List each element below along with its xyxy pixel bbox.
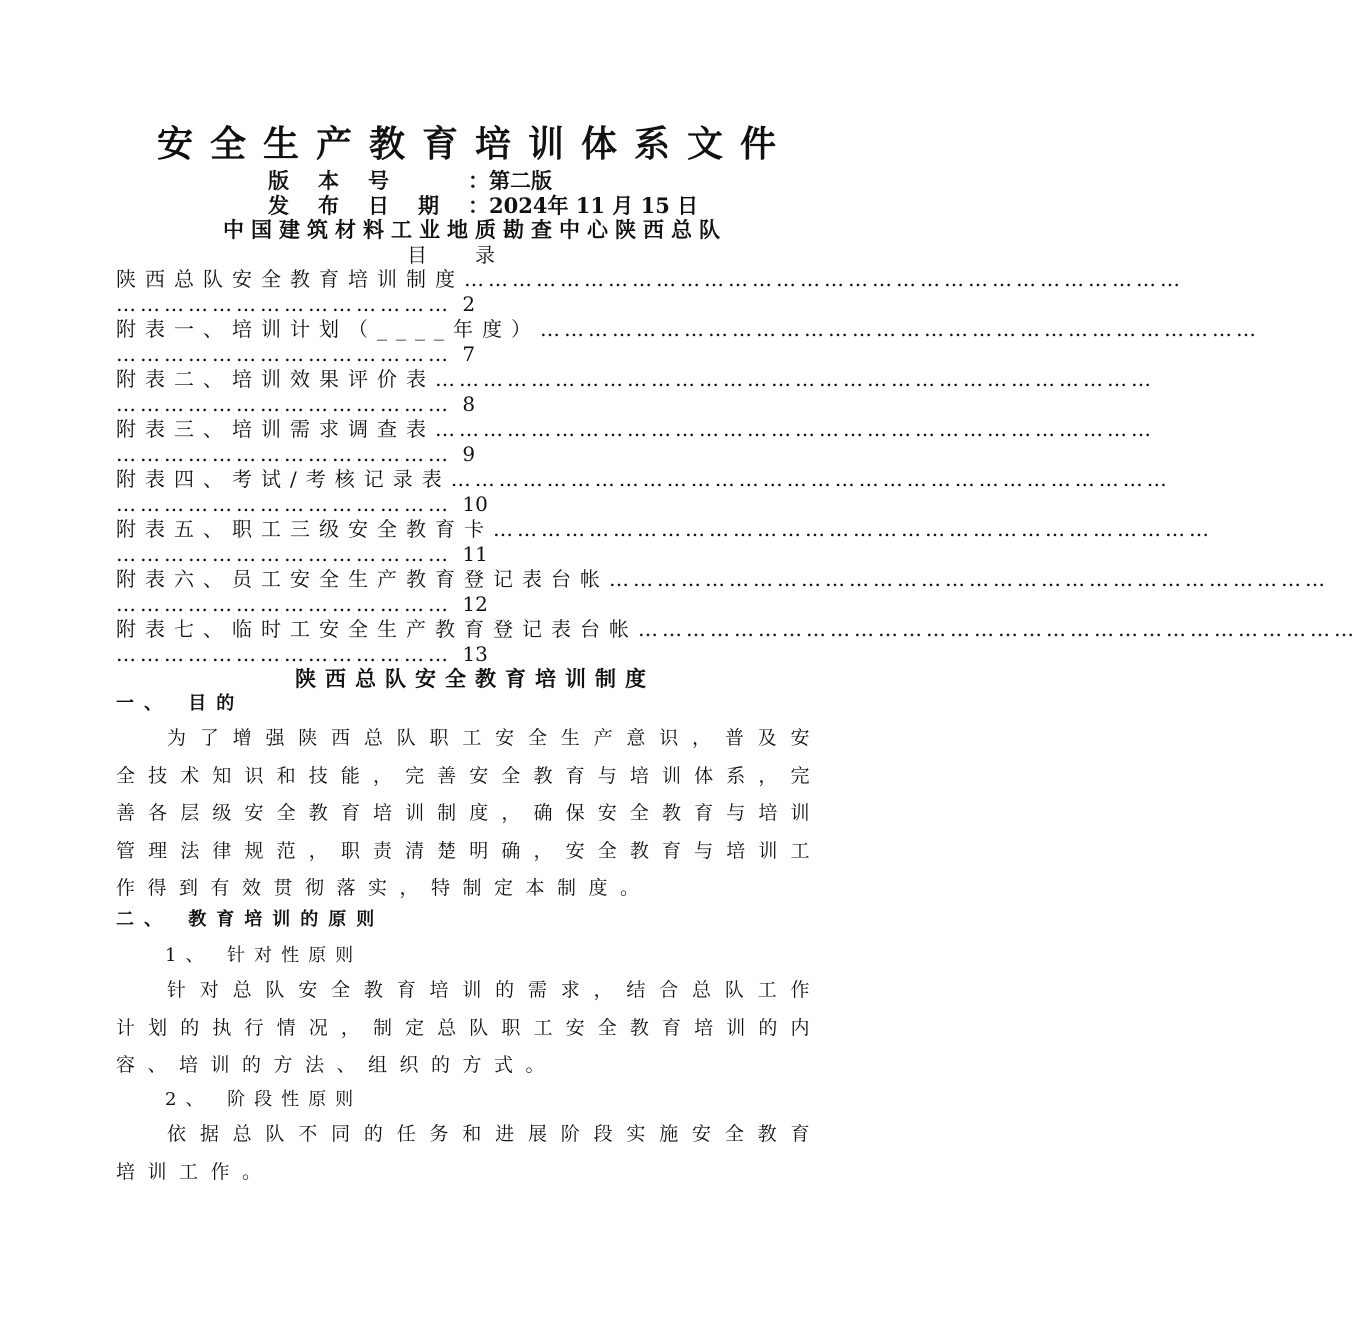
toc-leader-dots: ……………………………………	[116, 342, 463, 366]
toc-entry[interactable]	[116, 616, 1358, 666]
principle2-paragraph: 依据总队不同的任务和进展阶段实施安全教育培训工作。	[116, 1123, 822, 1183]
principle1-title: 1、 针对性原则	[165, 945, 363, 966]
toc-leader-dots: ………………………………………………………………………………	[435, 367, 1155, 391]
toc-entry-title-line	[116, 416, 1155, 442]
purpose-paragraph: 为了增强陕西总队职工安全生产意识，普及安全技术知识和技能，完善安全教育与培训体系，完善各层级安全教育培训制度，确保安全教育与培训管理法律规范，职责清楚明确，安全教育与培训工作得到有效贯彻落实，特制定本制度。	[116, 727, 822, 899]
toc-entry-title: 附表五、职工三级安全教育卡	[116, 517, 493, 541]
toc-page-number: 10	[462, 492, 488, 516]
section-title: 陕西总队安全教育培训制度	[295, 666, 655, 691]
toc-page-number: 2	[462, 292, 476, 316]
toc-entry[interactable]	[116, 316, 1260, 366]
version-label: 版本号	[268, 168, 418, 193]
toc-entry[interactable]	[116, 466, 1171, 516]
toc-entry-page-line	[116, 442, 828, 466]
toc-leader-dots: ………………………………………………………………………………	[493, 517, 1213, 541]
toc-entry[interactable]	[116, 266, 1184, 316]
version-line	[268, 168, 552, 194]
heading-purpose: 一、 目的	[116, 693, 245, 714]
toc-leader-dots: ……………………………………	[116, 292, 463, 316]
toc-entry-title-line	[116, 466, 1171, 492]
toc-leader-dots: ………………………………………………………………………………	[638, 617, 1358, 641]
toc-entry[interactable]	[116, 516, 1213, 566]
toc-entry-title-line	[116, 316, 1260, 342]
toc-entry-title: 附表三、培训需求调查表	[116, 417, 435, 441]
toc-page-number: 8	[462, 392, 476, 416]
toc-leader-dots: ……………………………………	[116, 592, 463, 616]
principle1-paragraph: 针对总队安全教育培训的需求，结合总队工作计划的执行情况，制定总队职工安全教育培训的内容、培训的方法、组织的方式。	[116, 979, 822, 1076]
toc-leader-dots: ………………………………………………………………………………	[435, 417, 1155, 441]
toc-entry-page-line	[116, 542, 828, 566]
toc-entry-page-line	[116, 592, 828, 616]
toc-entry-page-line	[116, 392, 828, 416]
toc-entry-title: 附表四、考试/考核记录表	[116, 467, 451, 491]
toc-page-number: 9	[462, 442, 476, 466]
toc-entry-title-line	[116, 516, 1213, 542]
date-value: ：2024年 11 月 15 日	[468, 193, 699, 218]
heading-principles: 二、 教育培训的原则	[116, 909, 385, 930]
toc-page-number: 11	[462, 542, 488, 566]
toc-leader-dots: ………………………………………………………………………………	[450, 467, 1171, 491]
principle2-title: 2、 阶段性原则	[165, 1089, 363, 1110]
toc-page-number: 7	[462, 342, 476, 366]
organization-name: 中国建筑材料工业地质勘查中心陕西总队	[223, 217, 727, 242]
toc-entry-title: 附表一、培训计划（____年度）	[116, 317, 540, 341]
toc-entry-title: 附表七、临时工安全生产教育登记表台帐	[116, 617, 638, 641]
toc-leader-dots: ……………………………………	[116, 392, 463, 416]
toc-entry-title: 附表二、培训效果评价表	[116, 367, 435, 391]
toc-leader-dots: ……………………………………	[116, 542, 463, 566]
toc-leader-dots: ………………………………………………………………………………	[540, 317, 1260, 341]
toc-entry-title-line	[116, 366, 1155, 392]
toc-entry-page-line	[116, 642, 828, 666]
toc-entry-title-line	[116, 616, 1358, 642]
toc-entry-title-line	[116, 266, 1184, 292]
toc-entry-page-line	[116, 342, 828, 366]
toc-entry-title-line	[116, 566, 1329, 592]
toc-entry-page-line	[116, 492, 828, 516]
document-title: 安全生产教育培训体系文件	[156, 123, 793, 165]
toc-entry-page-line	[116, 292, 828, 316]
toc-page-number: 13	[462, 642, 488, 666]
toc-entry[interactable]	[116, 366, 1155, 416]
toc-entry-title: 附表六、员工安全生产教育登记表台帐	[116, 567, 609, 591]
toc-leader-dots: ……………………………………	[116, 442, 463, 466]
toc-leader-dots: ……………………………………	[116, 492, 463, 516]
toc-entry-title: 陕西总队安全教育培训制度	[116, 267, 464, 291]
date-label: 发布日期	[268, 193, 468, 218]
toc-leader-dots: ………………………………………………………………………………	[464, 267, 1184, 291]
toc-leader-dots: ……………………………………	[116, 642, 463, 666]
toc-entry[interactable]	[116, 566, 1329, 616]
toc-heading: 目录	[407, 243, 543, 267]
toc-page-number: 12	[462, 592, 488, 616]
toc-entry[interactable]	[116, 416, 1155, 466]
version-value: ：第二版	[468, 168, 552, 193]
toc-leader-dots: ………………………………………………………………………………	[609, 567, 1329, 591]
